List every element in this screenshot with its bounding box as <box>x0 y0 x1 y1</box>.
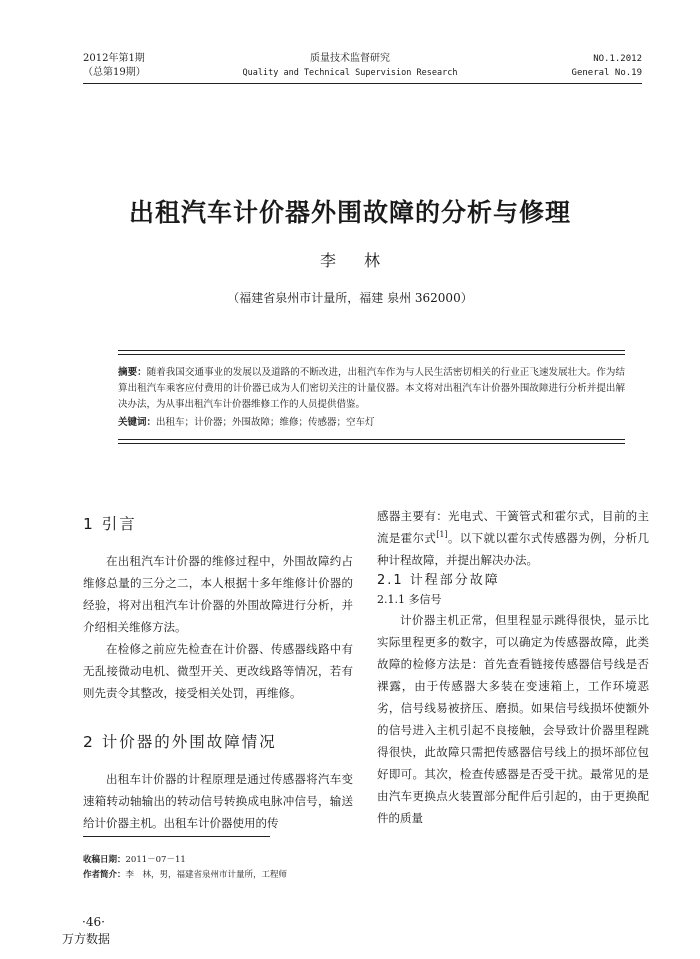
abstract-top-rule <box>118 350 625 355</box>
article-title: 出租汽车计价器外围故障的分析与修理 <box>128 198 571 227</box>
continued-text-b: 。以下就以霍尔式传感器为例，分析几种计程故障，并提出解决办法。 <box>377 531 650 567</box>
issue-number-line-1: NO.1.2012 <box>593 54 642 64</box>
continued-text-a: 感器主要有：光电式、干簧管式和霍尔式，目前的主流是霍尔式 <box>377 509 649 545</box>
section-2-1-heading: 2.1 计程部分故障 <box>377 573 500 588</box>
keywords <box>118 415 625 431</box>
keywords-text: 出租车；计价器；外围故障；维修；传感器；空车灯 <box>156 417 375 428</box>
journal-name-cn: 质量技术监督研究 <box>310 53 390 64</box>
section-2-paragraph-1: 出租车计价器的计程原理是通过传感器将汽车变速箱转动轴输出的转动信号转换成电脉冲信号，输送给计价器主机。出租车计价器使用的传 <box>83 772 353 830</box>
footnote <box>83 853 287 883</box>
abstract-block <box>118 350 625 444</box>
received-value: 2011－07－11 <box>125 855 186 865</box>
affiliation: （福建省泉州市计量所，福建 泉州 362000） <box>227 291 473 305</box>
received-label: 收稿日期： <box>83 855 126 865</box>
author-name: 李林 <box>319 251 408 270</box>
author-bio <box>83 868 287 883</box>
reference-1[interactable]: [1] <box>436 530 448 540</box>
author-bio-label: 作者简介： <box>83 870 126 880</box>
abstract <box>118 365 625 413</box>
issue-line-1: 2012年第1期 <box>83 53 145 64</box>
right-column <box>377 505 649 829</box>
abstract-text: 随着我国交通事业的发展以及道路的不断改进，出租汽车作为与人民生活密切相关的行业正飞速发展壮大。作为结算出租汽车乘客应付费用的计价器已成为人们密切关注的计量仪器。本文将对出租汽车计价器外围故障进行分析并提出解决办法，为从事出租汽车计价器维修工作的人员提供借鉴。 <box>118 367 625 410</box>
section-2-1-1-paragraph: 计价器主机正常，但里程显示跳得很快，显示比实际里程更多的数字，可以确定为传感器故障，此类故障的检修方法是：首先查看链接传感器信号线是否裸露，由于传感器大多装在变速箱上，工作环境恶劣，信号线易被挤压、磨损。如果信号线损坏使额外的信号进入主机引起不良接触，会导致计价器里程跳得很快，此故障只需把传感器信号线上的损坏部位包好即可。其次，检查传感器是否受干扰。最常见的是由汽车更换点火装置部分配件后引起的，由于更换配件的质量 <box>377 613 649 825</box>
keywords-label: 关键词： <box>118 417 157 428</box>
received-date <box>83 853 287 868</box>
abstract-label: 摘要： <box>118 367 147 378</box>
issue-number <box>572 52 642 80</box>
issue-line-2: （总第19期） <box>83 67 146 78</box>
section-1-heading: 1 引言 <box>83 515 137 533</box>
footnote-rule <box>83 836 270 837</box>
issue-number-line-2: General No.19 <box>571 68 642 78</box>
issue-info <box>83 52 146 80</box>
section-1-paragraph-2: 在检修之前应先检查在计价器、传感器线路中有无乱接微动电机、微型开关、更改线路等情况，若有则先责令其整改，接受相关处罚，再维修。 <box>83 642 353 700</box>
left-column <box>83 512 353 834</box>
watermark: 万方数据 <box>62 932 111 946</box>
section-1-paragraph-1: 在出租汽车计价器的维修过程中，外围故障约占维修总量的三分之二，本人根据十多年维修计价器的经验，将对出租汽车计价器的外围故障进行分析，并介绍相关维修方法。 <box>83 554 353 634</box>
journal-name <box>200 52 500 80</box>
continued-paragraph <box>377 505 649 571</box>
abstract-bottom-rule <box>118 439 625 444</box>
section-2-heading: 2 计价器的外围故障情况 <box>83 733 277 751</box>
page-number: ·46· <box>82 915 105 929</box>
author-bio-value: 李 林，男，福建省泉州市计量所，工程师 <box>125 870 288 880</box>
header-rule <box>83 83 642 84</box>
journal-name-en: Quality and Technical Supervision Research <box>242 68 458 78</box>
section-2-1-1-heading: 2.1.1 多信号 <box>377 593 442 606</box>
